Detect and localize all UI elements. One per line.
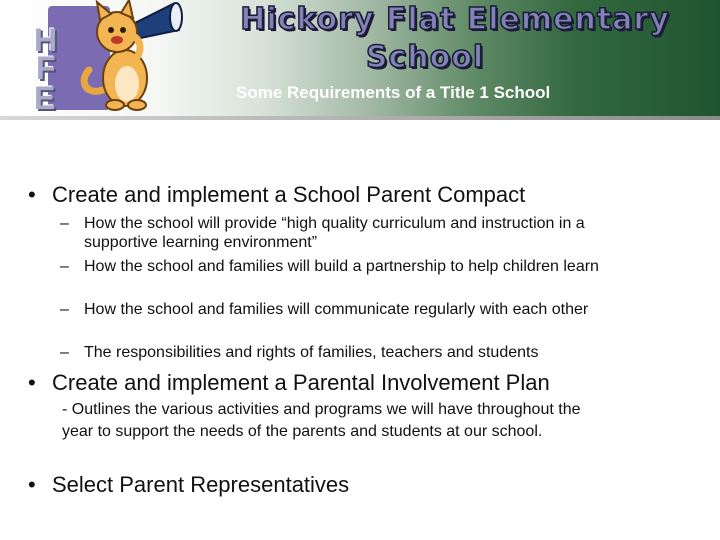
bullet-text: Create and implement a Parental Involvement Plan	[52, 370, 550, 395]
bullet-marker: •	[28, 472, 36, 497]
bullet-text: Select Parent Representatives	[52, 472, 350, 497]
logo-letter-f: F	[36, 50, 56, 86]
logo-letter-e: E	[34, 80, 56, 116]
dash-marker: –	[60, 215, 69, 232]
sub-item-text: How the school and families will communicate regularly with each other	[84, 301, 589, 318]
dash-marker: –	[60, 344, 69, 361]
school-name-line1: Hickory Flat Elementary	[240, 2, 670, 37]
sub-item-text: How the school and families will build a partnership to help children learn	[84, 258, 599, 275]
bullet-marker: •	[28, 370, 36, 395]
logo-letter-h: H	[34, 22, 58, 58]
bullet-marker: •	[28, 182, 36, 207]
dash-marker: –	[60, 301, 69, 318]
cat-mascot-icon	[55, 0, 190, 112]
bullet-text: Create and implement a School Parent Compact	[52, 182, 526, 207]
sub-item-text: How the school will provide “high quality curriculum and instruction in a supportive learning environment”	[84, 215, 585, 251]
slide-title: Some Requirements of a Title 1 School	[236, 83, 551, 102]
sub-item-text: The responsibilities and rights of families, teachers and students	[84, 344, 539, 361]
dash-marker: –	[60, 258, 69, 275]
school-name-line2: School	[365, 40, 485, 75]
bullet-note: - Outlines the various activities and programs we will have throughout the year to support the needs of the parents and students at our school.	[62, 401, 581, 440]
